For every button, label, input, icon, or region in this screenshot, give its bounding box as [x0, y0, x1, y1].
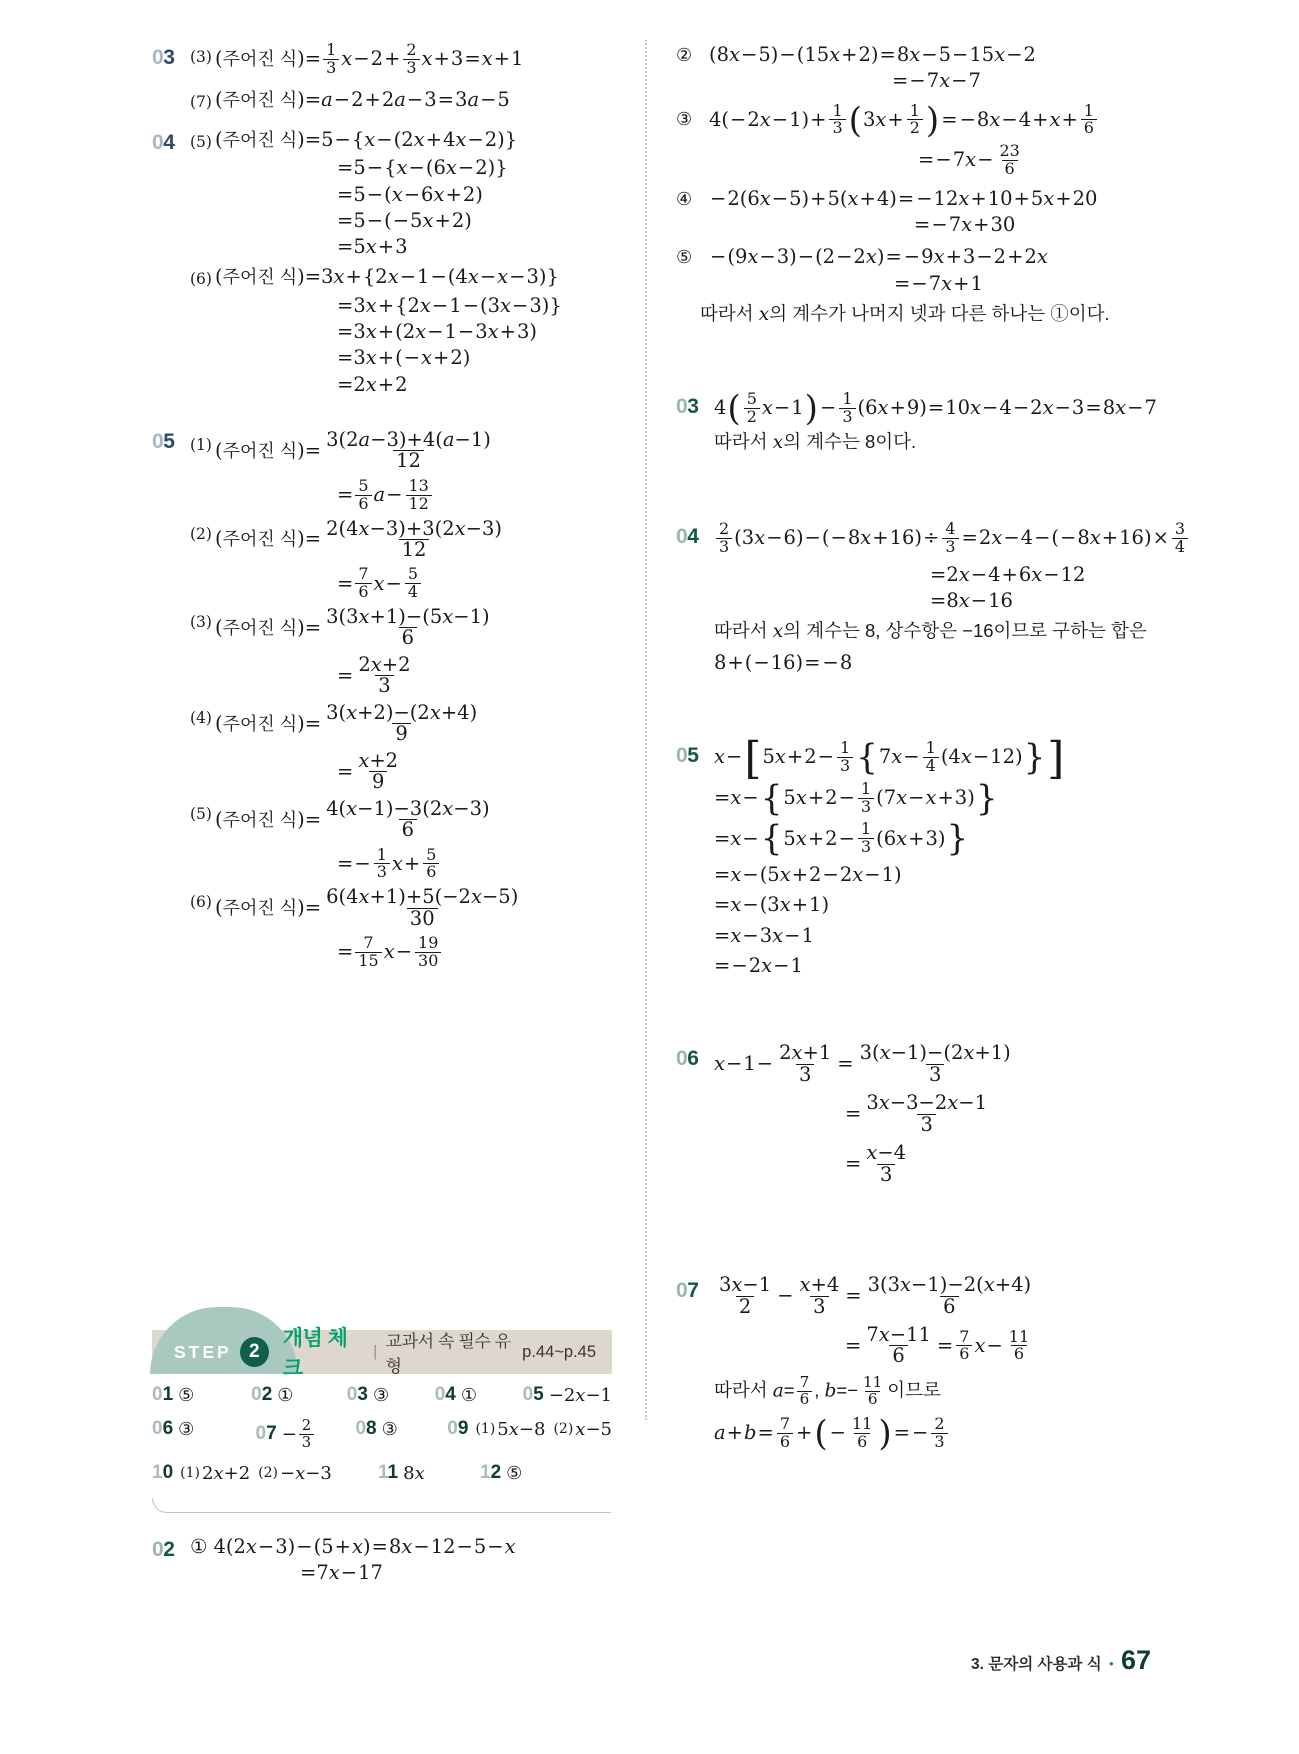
column-divider	[645, 40, 647, 1420]
math-line: ( 주어진 식 )= $\frac{2(4x-3)+3(2x-3)}{12}$	[214, 516, 502, 561]
problem-number-03: 03	[152, 46, 175, 69]
math-line: = $\frac{2x+2}{3}$	[337, 652, 411, 698]
answer-row	[152, 1418, 612, 1450]
math-line: = − 7 x − $\frac{23}{6}$	[918, 141, 1020, 178]
answer-item-08: 08 ③	[355, 1418, 398, 1440]
math-line: = − 7 x + 1	[894, 271, 983, 295]
math-line: =5 − ( x − 6 x + 2)	[337, 182, 483, 206]
problem-conclusion: 따라서 x의 계수는 8이다.	[714, 431, 917, 454]
problem-04-right	[676, 519, 1186, 676]
math-line: =5 − { x − (6 x − 2)}	[337, 156, 508, 180]
answer-item-11: 11 8 x	[378, 1462, 425, 1484]
page-footer	[971, 1645, 1151, 1676]
math-line: ( 주어진 식 )= $\frac{3(x+2)-(2x+4)}{9}$	[214, 700, 478, 746]
step-dome-decoration	[150, 1307, 298, 1374]
math-line: x − [ 5 x + 2 − $\frac{1}{3}$ { 7 x − $\frac{1}{4}$ (4 x − 12) } ]	[714, 732, 1065, 784]
math-line: a + b = $\frac{7}{6}$ + ( − $\frac{11}{6}$ ) = − $\frac{2}{3}$	[714, 1416, 1146, 1451]
math-line: 4 ( $\frac{5}{2}$ x − 1 ) − $\frac{1}{3}$ (6 x + 9) = 10 x − 4 − 2 x − 3 = 8 x − 7	[714, 388, 1157, 429]
math-line: ( 주어진 식 )= a − 2 + 2 a − 3 = 3 a − 5	[214, 87, 510, 111]
problem-number-04: 04	[152, 130, 175, 154]
math-line: =2 x − 4 + 6 x − 12	[930, 562, 1086, 586]
sub-label: (3)	[190, 613, 212, 631]
math-line: = x − 3 x − 1	[714, 923, 814, 947]
math-line: ( 주어진 식 )= $\frac{6(4x+1)+5(-2x-5)}{30}$	[214, 885, 519, 930]
sub-label: (1)	[190, 436, 212, 454]
problem-03	[152, 42, 632, 115]
answer-item-09: 09 (1) 5 x −8 (2) x −5	[447, 1418, 612, 1440]
answer-item-03: 03 ③	[346, 1384, 390, 1406]
math-line: ( 주어진 식 )= $\frac{1}{3}$ x − 2 + $\frac{2}{3}$ x + 3 = x + 1	[214, 40, 524, 77]
problem-05-right	[676, 732, 1146, 979]
math-line: = $\frac{7}{6}$ x − $\frac{5}{4}$	[337, 566, 423, 601]
problem-number-02: 02	[152, 1538, 175, 1561]
math-line: =3 x + ( − x + 2)	[337, 346, 471, 370]
problem-number-05: 05	[152, 430, 175, 453]
problem-number-06: 06	[676, 1047, 699, 1071]
step-2-section	[152, 1327, 612, 1589]
choice-mark: ⑤	[676, 247, 693, 269]
answer-row	[152, 1462, 612, 1484]
problem-number-04: 04	[676, 525, 699, 549]
math-line: ( 주어진 식 )= $\frac{3(2a-3)+4(a-1)}{12}$	[214, 428, 491, 473]
problem-07-right	[676, 1273, 1146, 1454]
step-page-range: p.44~p.45	[522, 1342, 597, 1361]
problem-06-right	[676, 1043, 1146, 1185]
answer-grid	[152, 1374, 612, 1484]
sub-label: (2)	[190, 524, 212, 543]
math-line: =5 − ( − 5 x + 2)	[337, 208, 472, 232]
math-line: = − $\frac{1}{3}$ x + $\frac{5}{6}$	[337, 847, 441, 882]
right-column	[676, 42, 1186, 1454]
math-line: $\frac{2}{3}$ (3 x − 6) − ( − 8 x + 16) ÷ $\frac{4}{3}$ = 2 x − 4 − ( − 8 x + 16) × $\frac{3}{4}$	[714, 521, 1190, 556]
sub-label: (6)	[190, 270, 212, 289]
math-line: = − 7 x − 7	[892, 69, 981, 93]
answer-item-07: 07 − $\frac{2}{3}$	[256, 1418, 356, 1450]
math-line: 8 + ( − 16) = − 8	[714, 651, 853, 674]
sub-label: (6)	[190, 893, 212, 912]
math-line: − 2(6 x − 5) + 5( x + 4) = − 12 x + 10 + 5 x + 20	[710, 186, 1098, 210]
math-line: = − 2 x − 1	[714, 953, 803, 977]
choice-2	[676, 42, 1146, 95]
sub-label: (4)	[190, 708, 212, 727]
math-line: = x − (3 x + 1)	[714, 893, 830, 917]
answer-item-12: 12 ⑤	[480, 1462, 523, 1484]
problem-conclusion: 따라서 x의 계수는 8, 상수항은 −16이므로 구하는 합은	[714, 620, 1147, 643]
step-separator: |	[373, 1343, 377, 1360]
math-line: ( 주어진 식 )= 5 − { x − (2 x + 4 x − 2)}	[214, 127, 518, 151]
page-number: 67	[1120, 1645, 1151, 1675]
step-word: STEP	[174, 1341, 232, 1362]
math-line: =3 x + (2 x − 1 − 3 x + 3)	[337, 320, 537, 344]
problem-number-05: 05	[676, 744, 699, 768]
choice-3	[676, 100, 1146, 178]
footer-chapter: 3. 문자의 사용과 식	[971, 1656, 1102, 1673]
math-line: = $\frac{x-4}{3}$	[845, 1141, 907, 1186]
problem-conclusion: 따라서 a= $\frac{7}{6}$ , b=− $\frac{11}{6}$ 이므로	[714, 1372, 941, 1408]
math-line: =5 x + 3	[337, 235, 408, 259]
step-subtitle: 교과서 속 필수 유형	[385, 1332, 511, 1376]
choice-mark: ③	[676, 108, 693, 130]
answer-item-05: 05 −2 x −1	[522, 1384, 612, 1406]
answer-row	[152, 1384, 612, 1406]
step-header	[152, 1327, 612, 1380]
math-line: ( 주어진 식 )= $\frac{4(x-1)-3(2x-3)}{6}$	[214, 796, 490, 842]
math-line: = x − (5 x + 2 − 2 x − 1)	[714, 863, 902, 886]
answer-item-10: 10 (1) 2 x +2 (2) − x −3	[152, 1462, 332, 1484]
choice-mark: ④	[676, 188, 693, 210]
math-line: = $\frac{5}{6}$ a − $\frac{13}{12}$	[337, 478, 434, 513]
problem-04	[152, 127, 632, 398]
math-line: = $\frac{7x-11}{6}$ = $\frac{7}{6}$ x − $\frac{11}{6}$	[845, 1323, 1030, 1368]
footer-dot: •	[1108, 1657, 1114, 1673]
problem-number-07: 07	[676, 1279, 699, 1303]
sub-label: (5)	[190, 132, 212, 151]
problem-02-bottom	[152, 1534, 612, 1587]
sub-label: (7)	[190, 92, 212, 111]
step-number-badge: 2	[240, 1337, 269, 1367]
answer-item-04: 04 ①	[434, 1384, 477, 1406]
math-line: ① 4(2 x − 3) − (5 + x ) = 8 x − 12 − 5 − x	[190, 1535, 516, 1558]
math-line: = x − { 5 x + 2 − $\frac{1}{3}$ (7 x − x + 3) }	[714, 778, 998, 819]
math-line: = $\frac{3x-3-2x-1}{3}$	[845, 1091, 988, 1136]
sub-label: (5)	[190, 804, 212, 823]
math-line: = x − { 5 x + 2 − $\frac{1}{3}$ (6 x + 3) }	[714, 819, 969, 860]
step-title: 개념 체크	[282, 1327, 348, 1380]
choice-4	[676, 186, 1146, 239]
choices-conclusion: 따라서 x의 계수가 나머지 넷과 다른 하나는 ①이다.	[700, 303, 1110, 325]
math-line: = $\frac{x+2}{9}$	[337, 748, 399, 794]
choice-mark: ②	[676, 45, 693, 66]
left-column	[152, 42, 632, 972]
math-line: = − 7 x + 30	[914, 213, 1016, 237]
math-line: 4( − 2 x − 1) + $\frac{1}{3}$ ( 3 x + $\frac{1}{2}$ ) = − 8 x − 4 + x + $\frac{1}{6}$	[709, 103, 1146, 138]
decorative-swoosh	[152, 1494, 612, 1512]
answer-item-02: 02 ①	[251, 1384, 294, 1406]
sub-label: (3)	[190, 48, 212, 66]
math-line: $\frac{3x-1}{2}$ − $\frac{x+4}{3}$ = $\frac{3(3x-1)-2(x+4)}{6}$	[719, 1273, 1032, 1318]
math-line: ( 주어진 식 )= 3 x + {2 x − 1 − (4 x − x − 3)}	[214, 265, 559, 289]
answer-item-06: 06 ③	[152, 1418, 195, 1440]
math-line: =3 x + {2 x − 1 − (3 x − 3)}	[337, 293, 562, 317]
math-line: = $\frac{7}{15}$ x − $\frac{19}{30}$	[337, 935, 443, 970]
math-line: − (9 x − 3) − (2 − 2 x ) = − 9 x + 3 − 2 + 2 x	[710, 245, 1048, 269]
math-line: =2 x + 2	[337, 372, 408, 396]
math-line: =8 x − 16	[930, 588, 1013, 612]
problem-number-03: 03	[676, 394, 699, 418]
math-line: =7 x − 17	[300, 1561, 383, 1585]
math-line: x − 1 − $\frac{2x+1}{3}$ = $\frac{3(x-1)-(2x+1)}{3}$	[714, 1041, 1011, 1086]
math-line: (8 x − 5) − (15 x + 2) = 8 x − 5 − 15 x − 2	[709, 43, 1036, 66]
math-line: ( 주어진 식 )= $\frac{3(3x+1)-(5x-1)}{6}$	[214, 605, 490, 650]
problem-05	[152, 426, 632, 970]
choice-5	[676, 244, 1146, 297]
answer-item-01: 01 ⑤	[152, 1384, 195, 1406]
problem-03-right	[676, 388, 1157, 457]
